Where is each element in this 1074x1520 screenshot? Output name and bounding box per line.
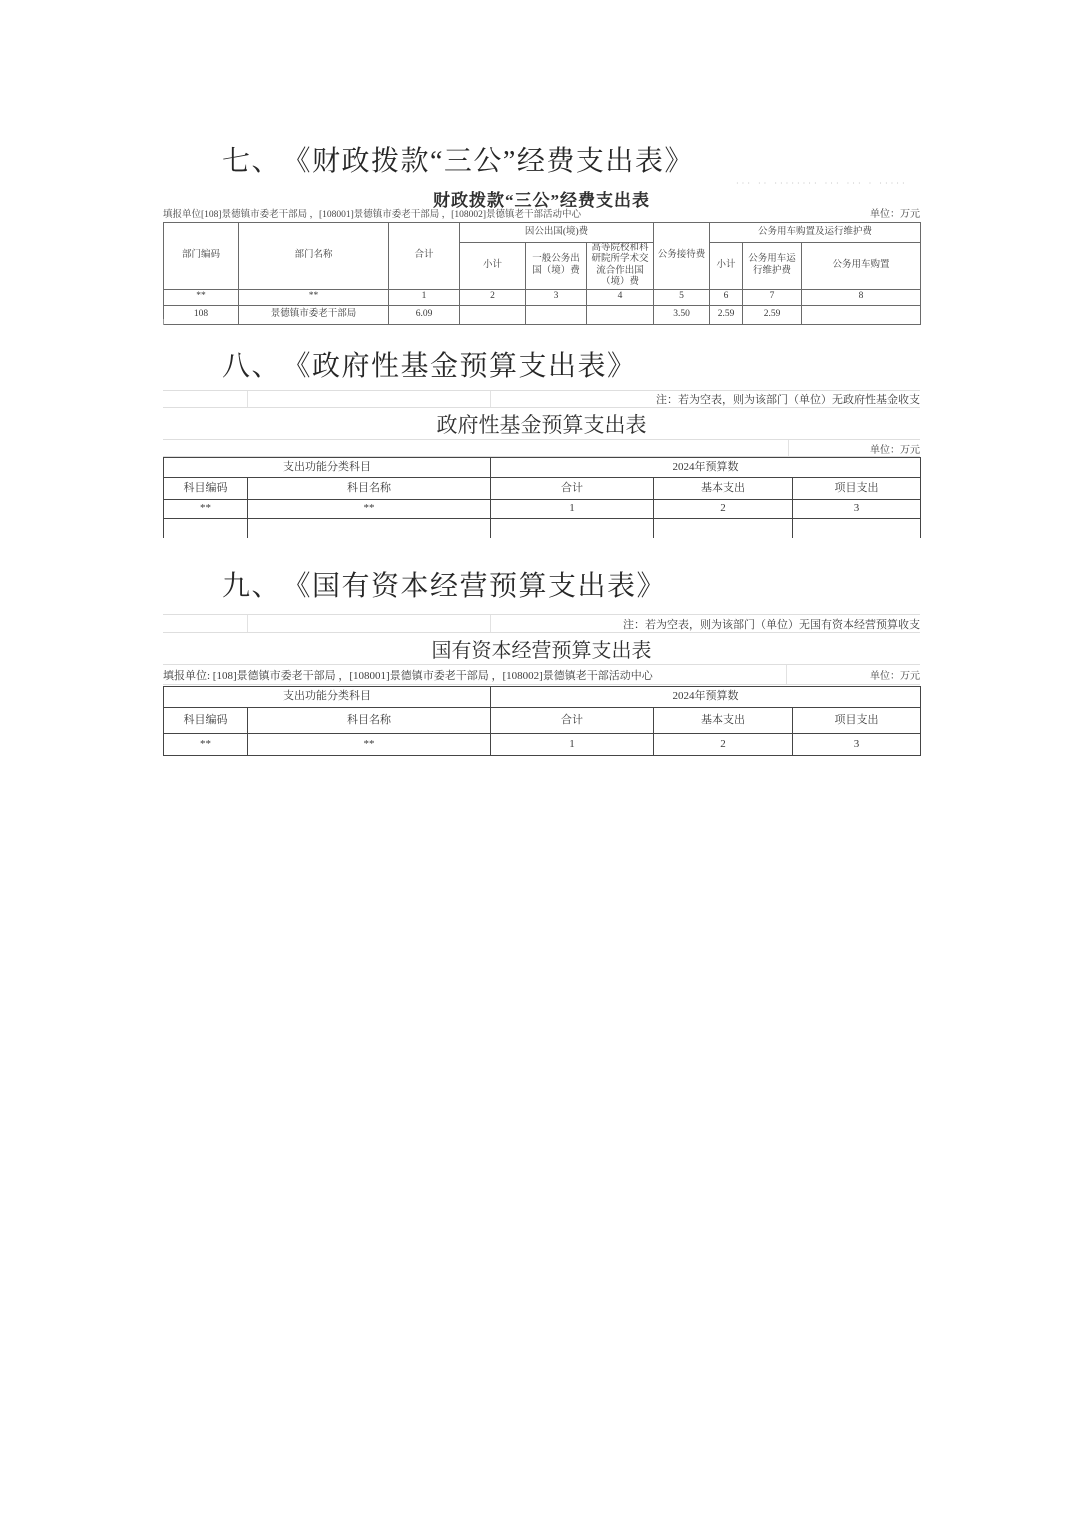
col-header-dept-code: 部门编码	[164, 223, 239, 290]
col-group-budget-2024: 2024年预算数	[491, 687, 921, 708]
table1-unit-label: 单位：万元	[870, 209, 920, 220]
table3-filler-unit-line: 填报单位: [108]景德镇市委老干部局 ，[108001]景德镇市委老干部局 ，[108002]景德镇老干部活动中心	[163, 669, 653, 682]
data-abroad-subtotal	[460, 305, 526, 324]
table3-state-capital-budget	[163, 686, 921, 756]
col-group-vehicle: 公务用车购置及运行维护费	[710, 223, 921, 243]
col-header-subject-name: 科目名称	[248, 478, 491, 500]
table2-govfund-budget	[163, 457, 921, 538]
table3-note-row	[163, 614, 920, 633]
table1-subline	[163, 205, 920, 220]
index-cell: **	[164, 289, 239, 305]
table3-note: 注：若为空表，则为该部门（单位）无国有资本经营预算收支	[623, 618, 920, 631]
index-cell: 5	[654, 289, 710, 305]
table3-filler-row	[163, 665, 920, 685]
table3-index-row	[164, 734, 921, 756]
table3-title-row	[163, 633, 920, 665]
index-cell: 2	[654, 500, 793, 519]
index-cell: **	[164, 500, 248, 519]
index-cell: 3	[793, 500, 921, 519]
table2-title: 政府性基金预算支出表	[436, 412, 647, 437]
table2-title-row	[163, 408, 920, 440]
table3-header-row-1	[164, 687, 921, 708]
table1-index-row	[164, 289, 921, 305]
col-header-subject-code: 科目编码	[164, 708, 248, 734]
col-header-reception: 公务接待费	[654, 223, 710, 290]
gridline	[490, 391, 491, 407]
col-header-total: 合计	[491, 708, 654, 734]
data-dept-code: 108	[164, 305, 239, 324]
gridline	[247, 391, 248, 407]
section7-heading: 七、 《财政拨款“三公”经费支出表》	[222, 146, 694, 177]
data-vehicle-maintain: 2.59	[743, 305, 802, 324]
table1-data-row	[164, 305, 921, 324]
col-header-vehicle-purchase: 公务用车购置	[802, 243, 921, 290]
index-cell: **	[248, 734, 491, 756]
index-cell: 1	[491, 500, 654, 519]
col-header-abroad-academic: 高等院校和科研院所学术交流合作出国（境）费	[587, 243, 654, 290]
empty-cell	[164, 519, 248, 538]
data-abroad-academic	[587, 305, 654, 324]
table2-index-row	[164, 500, 921, 519]
index-cell: 7	[743, 289, 802, 305]
col-header-vehicle-subtotal: 小计	[710, 243, 743, 290]
col-header-project: 项目支出	[793, 478, 921, 500]
index-cell: 8	[802, 289, 921, 305]
col-group-function: 支出功能分类科目	[164, 687, 491, 708]
empty-cell	[491, 519, 654, 538]
table2-note: 注：若为空表，则为该部门（单位）无政府性基金收支	[656, 394, 920, 406]
gridline	[788, 440, 789, 456]
table2-unit-label: 单位：万元	[870, 444, 920, 456]
col-header-project: 项目支出	[793, 708, 921, 734]
table1-header-row-1	[164, 223, 921, 243]
index-cell: **	[164, 734, 248, 756]
gridline	[247, 615, 248, 632]
index-cell: **	[248, 500, 491, 519]
blurred-text-artifact: ··· ·· ········ ··· ··· · ·····	[736, 179, 908, 188]
table1-filler-unit-line: 填报单位[108]景德镇市委老干部局 ，[108001]景德镇市委老干部局 ，[108002]景德镇老干部活动中心	[163, 210, 581, 220]
table1-sangong-expenses	[163, 222, 921, 325]
col-group-function: 支出功能分类科目	[164, 458, 491, 478]
col-header-dept-name: 部门名称	[239, 223, 389, 290]
col-header-basic: 基本支出	[654, 708, 793, 734]
table1-title: 财政拨款“三公”经费支出表	[433, 191, 650, 210]
index-cell: 3	[793, 734, 921, 756]
data-reception: 3.50	[654, 305, 710, 324]
table3-header-row-2	[164, 708, 921, 734]
col-group-abroad: 因公出国(境)费	[460, 223, 654, 243]
empty-cell	[654, 519, 793, 538]
col-header-abroad-subtotal: 小计	[460, 243, 526, 290]
index-cell: 2	[460, 289, 526, 305]
col-header-vehicle-maintain: 公务用车运行维护费	[743, 243, 802, 290]
data-vehicle-purchase	[802, 305, 921, 324]
index-cell: **	[239, 289, 389, 305]
gridline	[490, 615, 491, 632]
index-cell: 4	[587, 289, 654, 305]
section8-heading: 八、 《政府性基金预算支出表》	[222, 351, 637, 382]
empty-cell	[248, 519, 491, 538]
table2-note-row	[163, 390, 920, 408]
index-cell: 2	[654, 734, 793, 756]
table2-empty-row	[164, 519, 921, 538]
empty-cell	[793, 519, 921, 538]
data-dept-name: 景德镇市委老干部局	[239, 305, 389, 324]
table2-header-row-2	[164, 478, 921, 500]
col-header-abroad-general: 一般公务出国（境）费	[526, 243, 587, 290]
data-total: 6.09	[389, 305, 460, 324]
index-cell: 3	[526, 289, 587, 305]
table3-title: 国有资本经营预算支出表	[431, 640, 652, 662]
col-header-subject-code: 科目编码	[164, 478, 248, 500]
gridline	[786, 665, 787, 684]
index-cell: 1	[389, 289, 460, 305]
data-vehicle-subtotal: 2.59	[710, 305, 743, 324]
table2-header-row-1	[164, 458, 921, 478]
col-header-subject-name: 科目名称	[248, 708, 491, 734]
col-header-total: 合计	[389, 223, 460, 290]
section9-heading: 九、 《国有资本经营预算支出表》	[222, 571, 667, 602]
data-abroad-general	[526, 305, 587, 324]
index-cell: 1	[491, 734, 654, 756]
index-cell: 6	[710, 289, 743, 305]
cropped-row-tick	[163, 319, 164, 325]
table2-unit-row	[163, 440, 920, 457]
col-group-budget-2024: 2024年预算数	[491, 458, 921, 478]
col-header-total: 合计	[491, 478, 654, 500]
col-header-basic: 基本支出	[654, 478, 793, 500]
table3-unit-label: 单位：万元	[870, 671, 920, 682]
